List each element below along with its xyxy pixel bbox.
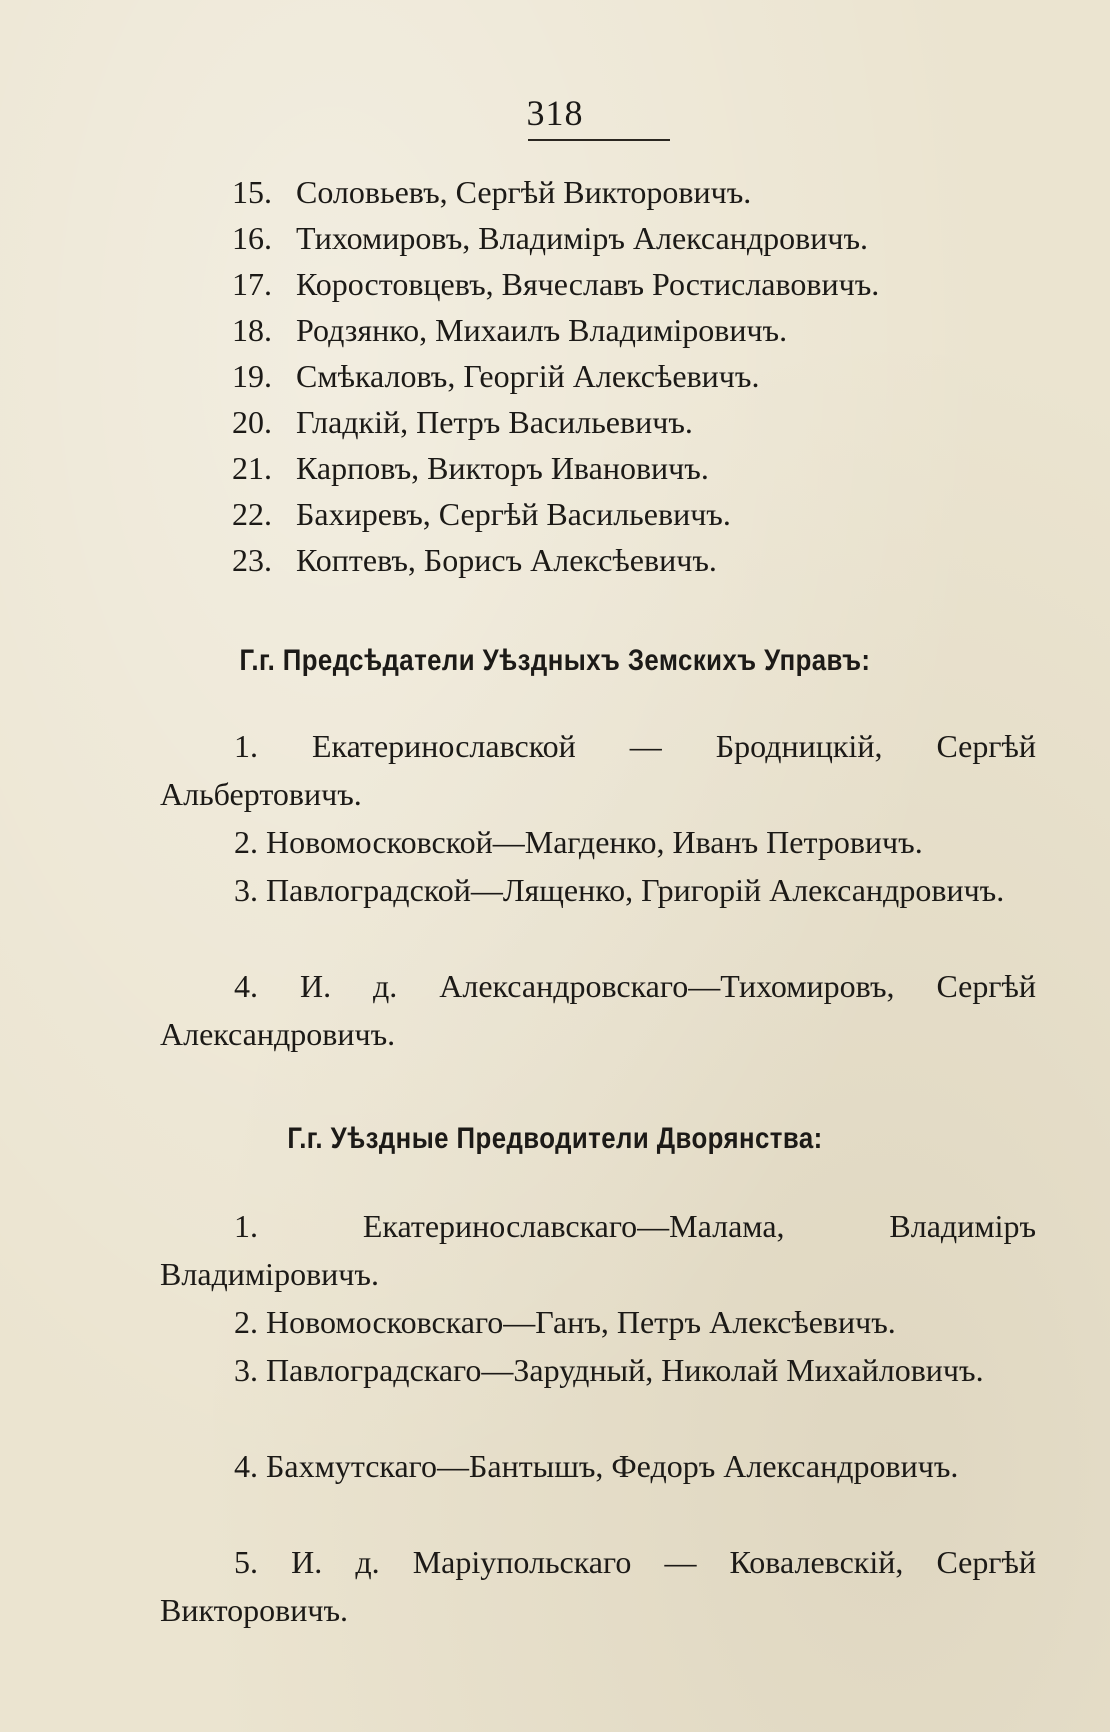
zemstvo-entry: 3. Павлоградской—Лященко, Григорій Александровичъ. [234, 872, 1005, 908]
list-item-number: 23. [232, 542, 272, 578]
list-item-number: 19. [232, 358, 272, 394]
list-item-number: 17. [232, 266, 272, 302]
nobility-entry: 4. Бахмутскаго—Бантышъ, Федоръ Александровичъ. [234, 1448, 959, 1484]
nobility-entry: 5. И. д. Маріупольскаго — Ковалевскій, Сергѣй Викторовичъ. [160, 1544, 1036, 1628]
zemstvo-entry: 1. Екатеринославской — Бродницкій, Сергѣй Альбертовичъ. [160, 728, 1036, 812]
list-item [232, 448, 709, 488]
list-item-number: 22. [232, 496, 272, 532]
list-item-number: 21. [232, 450, 272, 486]
page-number: 318 [526, 93, 584, 133]
header-rule [528, 139, 670, 141]
list-item-name: Гладкій, Петръ Васильевичъ. [296, 404, 693, 440]
list-item-name: Тихомировъ, Владиміръ Александровичъ. [296, 220, 868, 256]
list-item-name: Смѣкаловъ, Георгій Алексѣевичъ. [296, 358, 760, 394]
list-item-number: 15. [232, 174, 272, 210]
list-item-name: Родзянко, Михаилъ Владиміровичъ. [296, 312, 788, 348]
nobility-entry: 3. Павлоградскаго—Зарудный, Николай Михайловичъ. [234, 1352, 984, 1388]
zemstvo-entry: 2. Новомосковской—Магденко, Иванъ Петровичъ. [234, 824, 923, 860]
nobility-entry: 2. Новомосковскаго—Ганъ, Петръ Алексѣевичъ. [234, 1304, 896, 1340]
list-item [232, 356, 759, 396]
list-item [232, 264, 879, 304]
list-item-name: Соловьевъ, Сергѣй Викторовичъ. [296, 174, 752, 210]
section-heading-zemstvo: Г.г. Предсѣдатели Уѣздныхъ Земскихъ Управъ: [239, 644, 871, 677]
list-item-name: Коростовцевъ, Вячеславъ Ростиславовичъ. [296, 266, 880, 302]
zemstvo-entry: 4. И. д. Александровскаго—Тихомировъ, Сергѣй Александровичъ. [160, 968, 1036, 1052]
list-item-number: 16. [232, 220, 272, 256]
list-item [232, 540, 717, 580]
list-item-name: Бахиревъ, Сергѣй Васильевичъ. [296, 496, 731, 532]
list-item [232, 402, 693, 442]
list-item [232, 218, 868, 258]
list-item [232, 172, 751, 212]
list-item-number: 20. [232, 404, 272, 440]
list-item-name: Коптевъ, Борисъ Алексѣевичъ. [296, 542, 717, 578]
list-item-name: Карповъ, Викторъ Ивановичъ. [296, 450, 709, 486]
list-item [232, 310, 787, 350]
list-item-number: 18. [232, 312, 272, 348]
list-item [232, 494, 731, 534]
nobility-entry: 1. Екатеринославскаго—Малама, Владиміръ Владиміровичъ. [160, 1208, 1036, 1292]
section-heading-nobility: Г.г. Уѣздные Предводители Дворянства: [287, 1122, 823, 1155]
